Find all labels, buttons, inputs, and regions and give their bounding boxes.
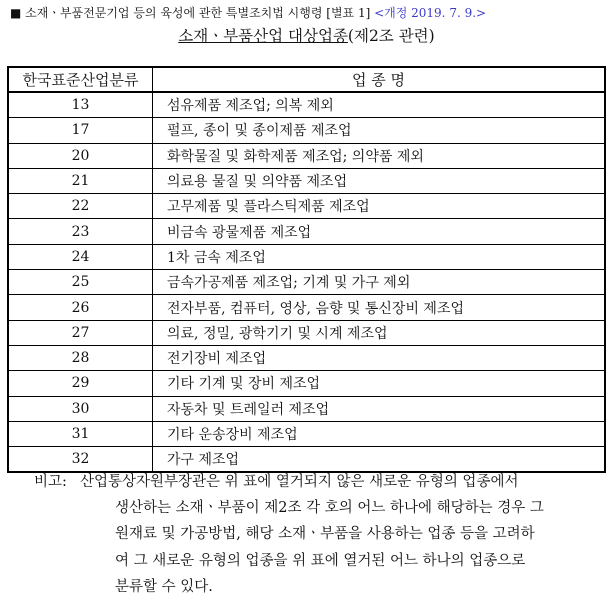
table-row: [8, 92, 605, 118]
industry-code: 22: [8, 194, 153, 219]
remarks-line: 산업통상자원부장관은 위 표에 열거되지 않은 새로운 유형의 업종에서: [80, 474, 519, 490]
industry-code: 20: [8, 143, 153, 168]
table-row: [8, 371, 605, 396]
law-reference: 소재ㆍ부품전문기업 등의 육성에 관한 특별조치법 시행령 [별표 1]: [25, 6, 371, 20]
remarks-label: 비고:: [34, 474, 67, 490]
table-row: [8, 421, 605, 446]
table-row: [8, 270, 605, 295]
table-row: [8, 168, 605, 193]
revision-date: <개정 2019. 7. 9.>: [374, 6, 487, 20]
column-header-code: 한국표준산업분류: [8, 67, 153, 92]
industry-code: 29: [8, 371, 153, 396]
table-row: [8, 345, 605, 370]
industry-code: 31: [8, 421, 153, 446]
industry-table: [7, 66, 606, 473]
remarks: [34, 469, 604, 600]
industry-name: 의료, 정밀, 광학기기 및 시계 제조업: [153, 320, 606, 345]
square-marker-icon: ■: [10, 6, 22, 20]
industry-name: 금속가공제품 제조업; 기계 및 가구 제외: [153, 270, 606, 295]
table-row: [8, 320, 605, 345]
title-main: 소재ㆍ부품산업 대상업종: [178, 27, 348, 45]
column-header-name: 업 종 명: [153, 67, 606, 92]
industry-name: 의료용 물질 및 의약품 제조업: [153, 168, 606, 193]
table-row: [8, 219, 605, 244]
table-row: [8, 118, 605, 143]
table-row: [8, 194, 605, 219]
document-header: [10, 4, 486, 21]
industry-name: 비금속 광물제품 제조업: [153, 219, 606, 244]
industry-code: 27: [8, 320, 153, 345]
industry-code: 21: [8, 168, 153, 193]
industry-name: 기타 기계 및 장비 제조업: [153, 371, 606, 396]
remarks-line: 원재료 및 가공방법, 해당 소재ㆍ부품을 사용하는 업종 등을 고려하: [115, 526, 535, 543]
remarks-line: 생산하는 소재ㆍ부품이 제2조 각 호의 어느 하나에 해당하는 경우 그: [115, 500, 544, 517]
table-row: [8, 396, 605, 421]
industry-name: 기타 운송장비 제조업: [153, 421, 606, 446]
industry-name: 자동차 및 트레일러 제조업: [153, 396, 606, 421]
industry-code: 30: [8, 396, 153, 421]
industry-name: 1차 금속 제조업: [153, 244, 606, 269]
industry-name: 펄프, 종이 및 종이제품 제조업: [153, 118, 606, 143]
remarks-line: 여 그 새로운 유형의 업종을 위 표에 열거된 어느 하나의 업종으로: [115, 552, 526, 569]
industry-code: 13: [8, 92, 153, 118]
title-sub: (제2조 관련): [347, 27, 435, 45]
industry-code: 25: [8, 270, 153, 295]
industry-name: 전기장비 제조업: [153, 345, 606, 370]
industry-name: 가구 제조업: [153, 447, 606, 473]
table-row: [8, 295, 605, 320]
industry-name: 화학물질 및 화학제품 제조업; 의약품 제외: [153, 143, 606, 168]
industry-code: 23: [8, 219, 153, 244]
industry-code: 28: [8, 345, 153, 370]
industry-code: 26: [8, 295, 153, 320]
remarks-line: 분류할 수 있다.: [115, 578, 213, 595]
table-row: [8, 244, 605, 269]
industry-code: 17: [8, 118, 153, 143]
industry-name: 전자부품, 컴퓨터, 영상, 음향 및 통신장비 제조업: [153, 295, 606, 320]
table-row: [8, 143, 605, 168]
industry-name: 고무제품 및 플라스틱제품 제조업: [153, 194, 606, 219]
industry-code: 32: [8, 447, 153, 473]
page-title: [0, 24, 613, 46]
industry-code: 24: [8, 244, 153, 269]
industry-name: 섬유제품 제조업; 의복 제외: [153, 92, 606, 118]
